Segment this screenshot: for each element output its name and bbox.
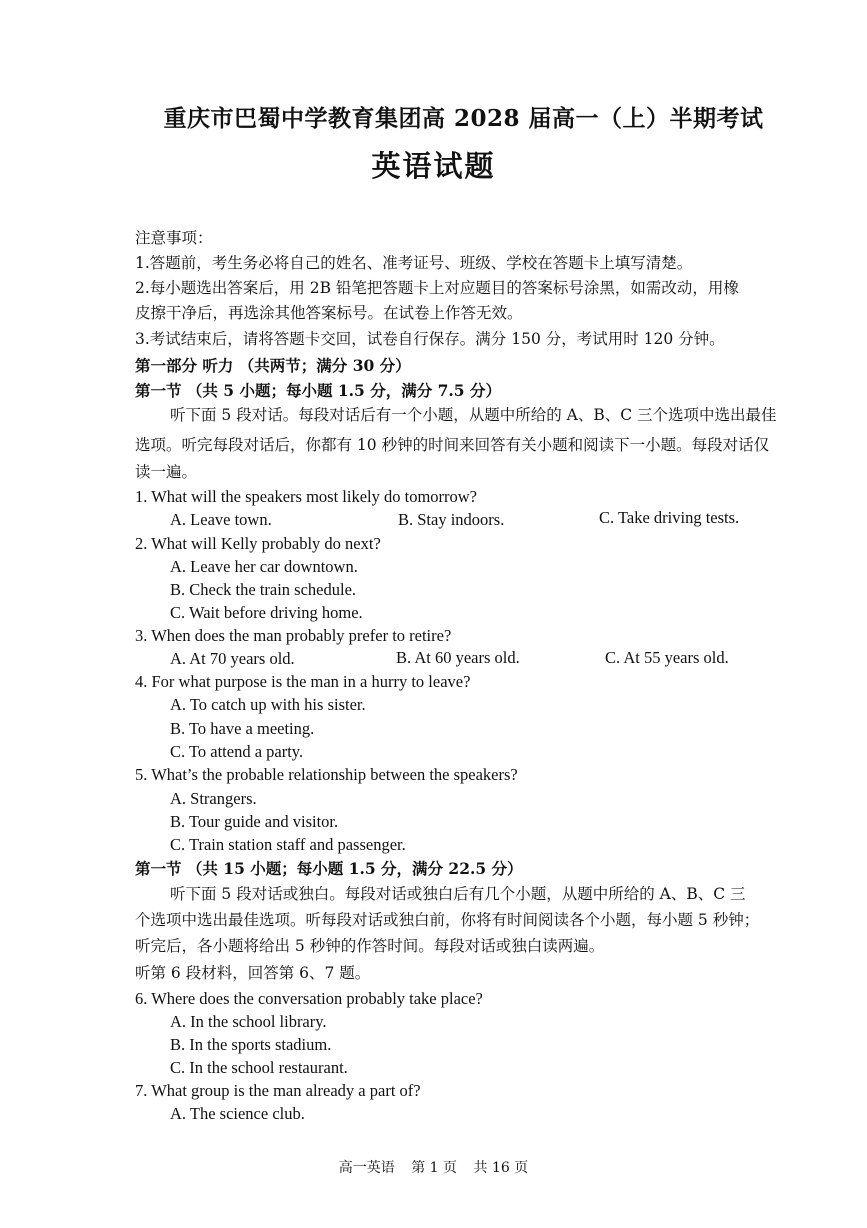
question-5-option-b: B. Tour guide and visitor. — [170, 812, 339, 831]
notice-heading: 注意事项： — [135, 229, 213, 247]
question-3: 3. When does the man probably prefer to retire? — [135, 626, 452, 645]
section1-heading: 第一节 （共 5 小题；每小题 1.5 分，满分 7.5 分） — [135, 381, 501, 400]
part1-heading: 第一部分 听力 （共两节；满分 30 分） — [135, 356, 411, 375]
page-footer — [0, 1157, 867, 1177]
question-4-option-b: B. To have a meeting. — [170, 719, 315, 738]
question-6: 6. Where does the conversation probably take place? — [135, 989, 483, 1008]
question-6-option-c: C. In the school restaurant. — [170, 1058, 348, 1077]
exam-subtitle: 英语试题 — [371, 149, 496, 183]
notice-item-3: 3.考试结束后，请将答题卡交回，试卷自行保存。满分 150 分，考试用时 120 分钟。 — [135, 330, 725, 348]
section1-instruction-line-2: 选项。听完每段对话后，你都有 10 秒钟的时间来回答有关小题和阅读下一小题。每段对话仅 — [135, 436, 770, 454]
section2-heading: 第一节 （共 15 小题；每小题 1.5 分，满分 22.5 分） — [135, 859, 523, 878]
question-2: 2. What will Kelly probably do next? — [135, 534, 381, 553]
question-7-option-a: A. The science club. — [170, 1104, 305, 1123]
section2-material-note: 听第 6 段材料，回答第 6、7 题。 — [135, 964, 371, 982]
notice-item-2-line-2: 皮擦干净后，再选涂其他答案标号。在试卷上作答无效。 — [135, 304, 523, 322]
notice-item-2-line-1: 2.每小题选出答案后，用 2B 铅笔把答题卡上对应题目的答案标号涂黑，如需改动，用橡 — [135, 279, 739, 297]
question-5-option-a: A. Strangers. — [170, 789, 257, 808]
question-5: 5. What’s the probable relationship between the speakers? — [135, 765, 518, 784]
section1-instruction-line-3: 读一遍。 — [135, 463, 198, 481]
question-6-option-b: B. In the sports stadium. — [170, 1035, 332, 1054]
question-1-option-b: B. Stay indoors. — [398, 510, 505, 529]
question-6-option-a: A. In the school library. — [170, 1012, 327, 1031]
question-1: 1. What will the speakers most likely do tomorrow? — [135, 487, 478, 506]
question-1-option-a: A. Leave town. — [170, 510, 272, 529]
footer-subject: 高一英语 — [338, 1160, 395, 1176]
section2-instruction-line-2: 个选项中选出最佳选项。听每段对话或独白前，你将有时间阅读各个小题，每小题 5 秒钟； — [135, 911, 760, 929]
question-4-option-a: A. To catch up with his sister. — [170, 695, 366, 714]
question-3-option-c: C. At 55 years old. — [605, 648, 729, 667]
question-3-option-b: B. At 60 years old. — [396, 648, 520, 667]
question-1-option-c: C. Take driving tests. — [599, 508, 740, 527]
footer-page-number: 第 1 页 — [411, 1160, 458, 1176]
footer-total-pages: 共 16 页 — [473, 1160, 529, 1176]
notice-item-1: 1.答题前，考生务必将自己的姓名、准考证号、班级、学校在答题卡上填写清楚。 — [135, 254, 693, 272]
question-5-option-c: C. Train station staff and passenger. — [170, 835, 406, 854]
question-4: 4. For what purpose is the man in a hurry to leave? — [135, 672, 471, 691]
question-7: 7. What group is the man already a part of? — [135, 1081, 421, 1100]
question-3-option-a: A. At 70 years old. — [170, 649, 295, 668]
section2-instruction-line-3: 听完后，各小题将给出 5 秒钟的作答时间。每段对话或独白读两遍。 — [135, 937, 605, 955]
question-2-option-b: B. Check the train schedule. — [170, 580, 357, 599]
question-2-option-a: A. Leave her car downtown. — [170, 557, 358, 576]
question-4-option-c: C. To attend a party. — [170, 742, 304, 761]
question-2-option-c: C. Wait before driving home. — [170, 603, 363, 622]
exam-title: 重庆市巴蜀中学教育集团高 2028 届高一（上）半期考试 — [163, 105, 764, 132]
section1-instruction-line-1: 听下面 5 段对话。每段对话后有一个小题，从题中所给的 A、B、C 三个选项中选出最佳 — [170, 406, 777, 424]
section2-instruction-line-1: 听下面 5 段对话或独白。每段对话或独白后有几个小题，从题中所给的 A、B、C 三 — [170, 885, 746, 903]
